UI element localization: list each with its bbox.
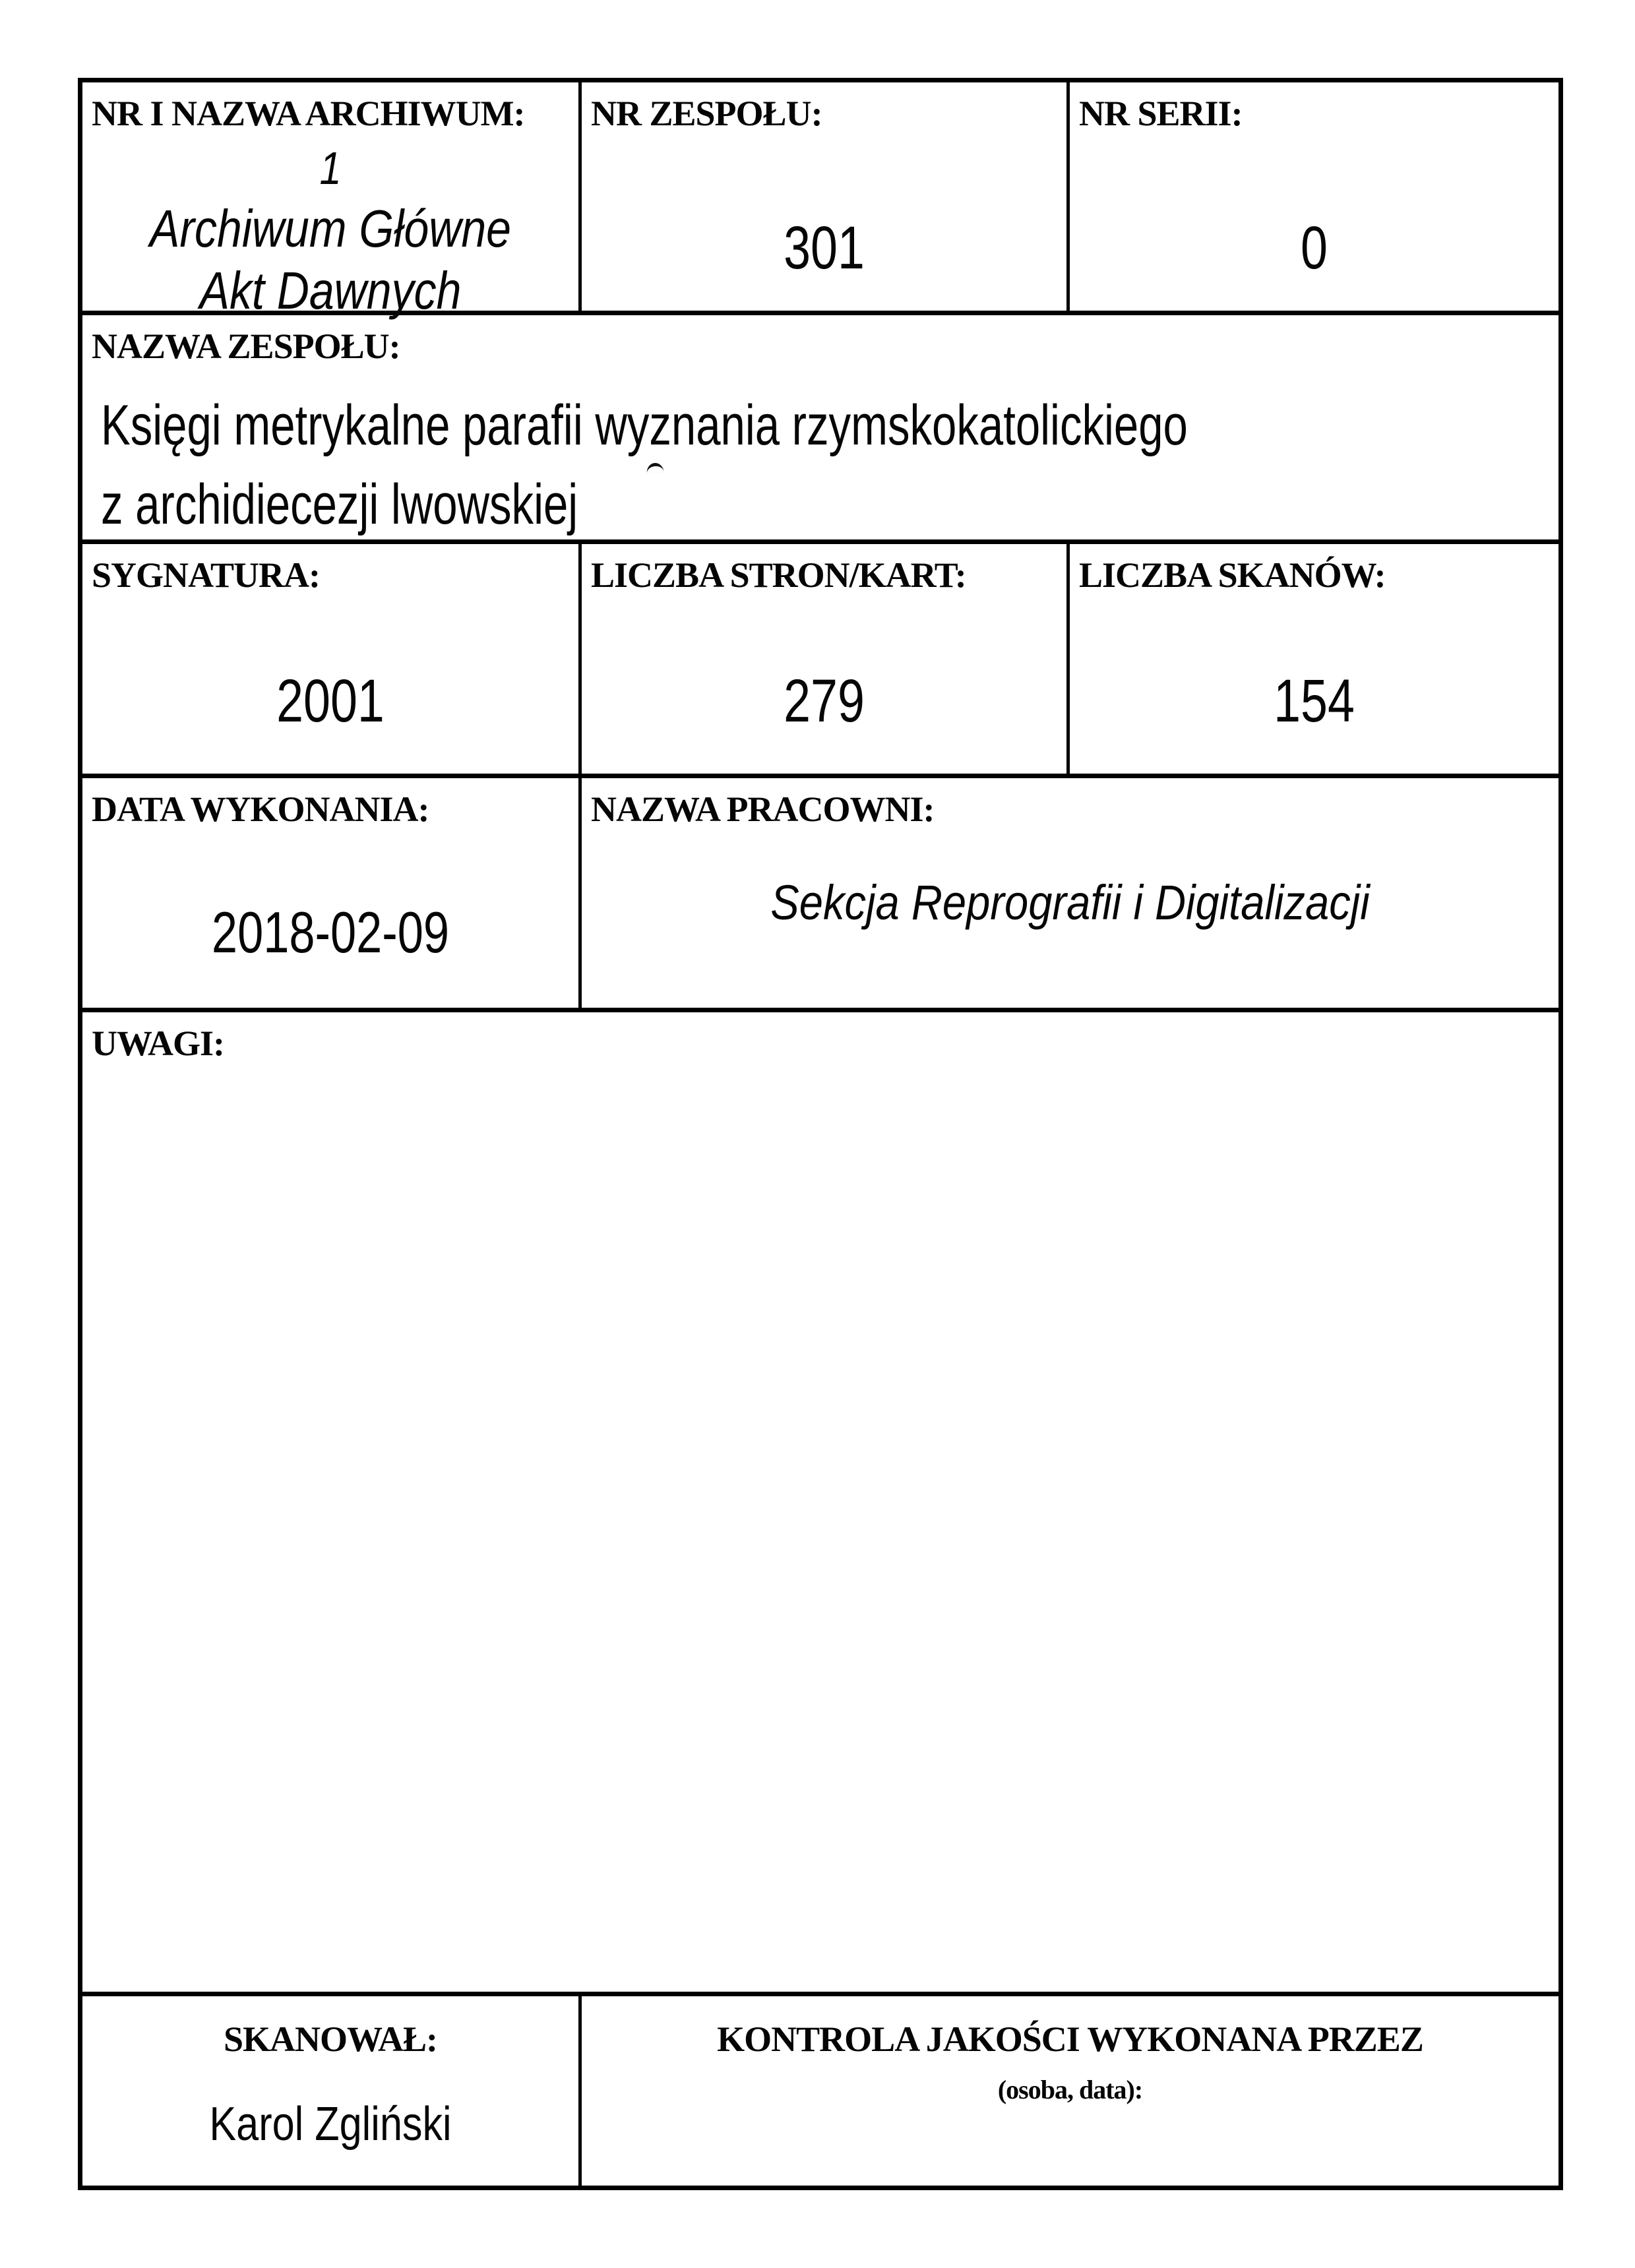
cell-fonds-name <box>82 315 1558 539</box>
scanned-by-value: Karol Zgliński <box>209 2098 452 2151</box>
signature-label: SYGNATURA: <box>92 555 321 595</box>
archive-name-line2: Akt Dawnych <box>199 261 462 320</box>
fonds-name-label: NAZWA ZESPOŁU: <box>92 326 400 366</box>
series-number-label: NR SERII: <box>1079 94 1243 133</box>
scans-count-value: 154 <box>1274 667 1355 735</box>
cell-series-number <box>1066 82 1558 311</box>
cell-remarks <box>82 1012 1558 1992</box>
workshop-name-label: NAZWA PRACOWNI: <box>591 789 935 829</box>
scan-date-label: DATA WYKONANIA: <box>92 789 429 829</box>
cell-signature <box>82 544 578 774</box>
cell-workshop-name <box>578 778 1558 1008</box>
fonds-name-line1: Księgi metrykalne parafii wyznania rzymskokatolickiego <box>101 394 1188 457</box>
quality-control-sub-label: (osoba, data): <box>997 2075 1143 2104</box>
fonds-name-line2: z archidiecezji lwowskiej <box>101 473 578 536</box>
row-scanned-by-quality-control <box>82 1996 1558 2186</box>
scans-count-label: LICZBA SKANÓW: <box>1079 555 1386 595</box>
cell-quality-control <box>578 1996 1558 2186</box>
archive-name-line1: Archiwum Główne <box>150 199 511 258</box>
fonds-number-label: NR ZESPOŁU: <box>591 94 822 133</box>
row-date-workshop <box>82 778 1558 1012</box>
scanned-by-label: SKANOWAŁ: <box>223 2019 438 2059</box>
cell-fonds-number <box>578 82 1066 311</box>
scan-date-value: 2018-02-09 <box>211 900 450 965</box>
archive-number-value: 1 <box>319 142 342 194</box>
cell-scan-date <box>82 778 578 1008</box>
fonds-number-value: 301 <box>784 214 865 282</box>
remarks-label: UWAGI: <box>92 1024 225 1063</box>
stray-scan-mark <box>646 462 663 474</box>
row-signature-pages-scans <box>82 544 1558 778</box>
pages-count-value: 279 <box>784 667 865 735</box>
cell-archive-number-and-name <box>82 82 578 320</box>
pages-count-label: LICZBA STRON/KART: <box>591 555 966 595</box>
row-archive <box>82 82 1558 320</box>
row-remarks <box>82 1012 1558 1996</box>
cell-scans-count <box>1066 544 1558 774</box>
row-fonds-name <box>82 315 1558 544</box>
quality-control-label: KONTROLA JAKOŚCI WYKONANA PRZEZ <box>717 2019 1423 2059</box>
cell-pages-count <box>578 544 1066 774</box>
signature-value: 2001 <box>276 667 385 735</box>
archival-metadata-table <box>78 78 1563 2190</box>
series-number-value: 0 <box>1301 214 1328 282</box>
workshop-name-value: Sekcja Reprografii i Digitalizacji <box>770 875 1370 930</box>
archive-label: NR I NAZWA ARCHIWUM: <box>92 94 525 133</box>
cell-scanned-by <box>82 1996 578 2186</box>
